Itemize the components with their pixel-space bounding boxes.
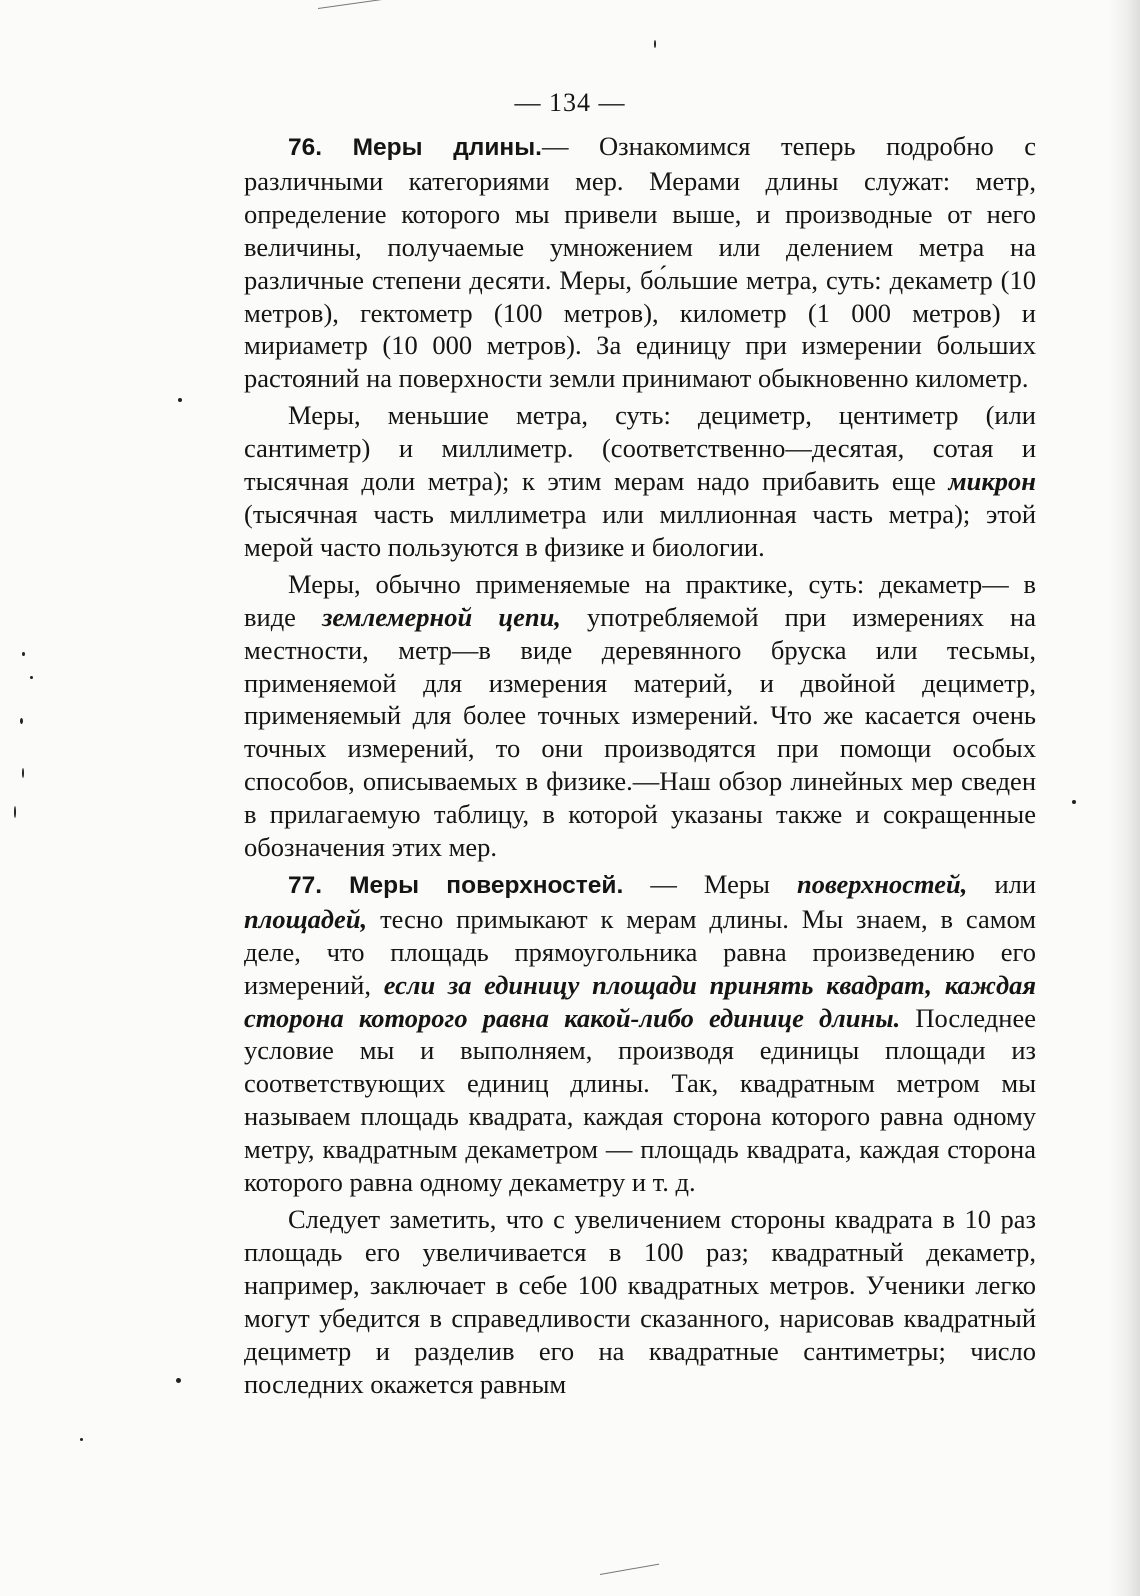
paragraph-area-scaling: [244, 1203, 1036, 1400]
italic-term: микрон: [948, 466, 1036, 497]
ink-speck: [30, 676, 33, 679]
scan-edge-shadow: [1108, 0, 1140, 1596]
ink-speck: [22, 652, 25, 656]
ink-speck: [654, 40, 656, 48]
page-body: [244, 130, 1036, 1400]
ink-speck: [20, 718, 23, 724]
ink-speck: [14, 806, 16, 818]
paragraph-text: тесно примыкают к мерам длины. Мы знаем, в самом деле, что площадь прямоугольника равна произведению его измерений,: [244, 903, 1036, 1000]
paragraph-text: Последнее условие мы и выполняем, производя единицы площади из соответствующих единиц длины. Так, квадратным метром мы называем площадь квадрата, каждая сторона которого равна одному метру, квадратным декаметром — площадь квадрата, каждая сторона которого равна одному декаметру и т. д.: [244, 1002, 1036, 1198]
paragraph-text: или: [967, 868, 1037, 899]
ink-speck: [178, 398, 182, 402]
paragraph-text: употребляемой при измерениях на местности, метр—в виде деревянного бруска или тесьмы, применяемой для измерения материй, и двойной дециметр, применяемый для более точных измерений. Что же касается очень точных измерений, то они производятся при помощи особых способов, описываемых в физике.—Наш обзор линейных мер сведен в прилагаемую таблицу, в которой указаны также и сокращенные обозначения этих мер.: [244, 601, 1036, 863]
paragraph-section-76-intro: [244, 130, 1036, 395]
section-number: 76.: [288, 134, 323, 161]
italic-statement: если за единицу площади принять квадрат, каждая сторона которого равна какой-либо единице длины.: [244, 969, 1036, 1033]
section-heading: Меры поверхностей.: [349, 871, 624, 899]
section-number: 77.: [288, 871, 323, 899]
paragraph-text: — Меры: [623, 868, 798, 899]
paragraph-practical-measures: [244, 568, 1036, 864]
scan-artifact-line: [318, 0, 407, 9]
ink-speck: [176, 1378, 181, 1383]
paragraph-text: — Ознакомимся теперь подробно с различными категориями мер. Мерами длины служат: метр, определение которого мы привели выше, и производные от него величины, получаемые умножением или делением метра на различные степени десяти. Меры, бо́льшие метра, суть: декаметр (10 метров), гектометр (100 метров), километр (1 000 метров) и мириаметр (10 000 метров). За единицу при измерении больших растояний на поверхности земли принимают обыкновенно километр.: [244, 131, 1036, 394]
paragraph-text: (тысячная часть миллиметра или миллионная часть метра); этой мерой часто пользуются в физике и биологии.: [244, 498, 1036, 562]
paragraph-section-77-intro: [244, 868, 1036, 1199]
italic-term: поверхностей,: [797, 868, 968, 899]
ink-speck: [22, 768, 24, 778]
italic-term: площадей,: [244, 903, 368, 934]
scan-artifact-line: [600, 1564, 659, 1575]
ink-speck: [80, 1438, 83, 1441]
paragraph-text: Меры, обычно применяемые на практике, суть: декаметр— в виде: [244, 568, 1036, 632]
section-heading: Меры длины.: [352, 134, 542, 161]
ink-speck: [1072, 800, 1076, 804]
paragraph-text: Меры, меньшие метра, суть: дециметр, центиметр (или сантиметр) и миллиметр. (соответственно—десятая, сотая и тысячная доли метра); к этим мерам надо прибавить еще: [244, 400, 1036, 497]
italic-term: землемерной цепи,: [322, 601, 561, 632]
paragraph-smaller-measures: [244, 399, 1036, 564]
page-number: — 134 —: [514, 88, 626, 117]
paragraph-text: Следует заметить, что с увеличением стороны квадрата в 10 раз площадь его увеличивается в 100 раз; квадратный декаметр, например, заключает в себе 100 квадратных метров. Ученики легко могут убедится в справедливости сказанного, нарисовав квадратный дециметр и разделив его на квадратные сантиметры; число последних окажется равным: [244, 1204, 1036, 1399]
